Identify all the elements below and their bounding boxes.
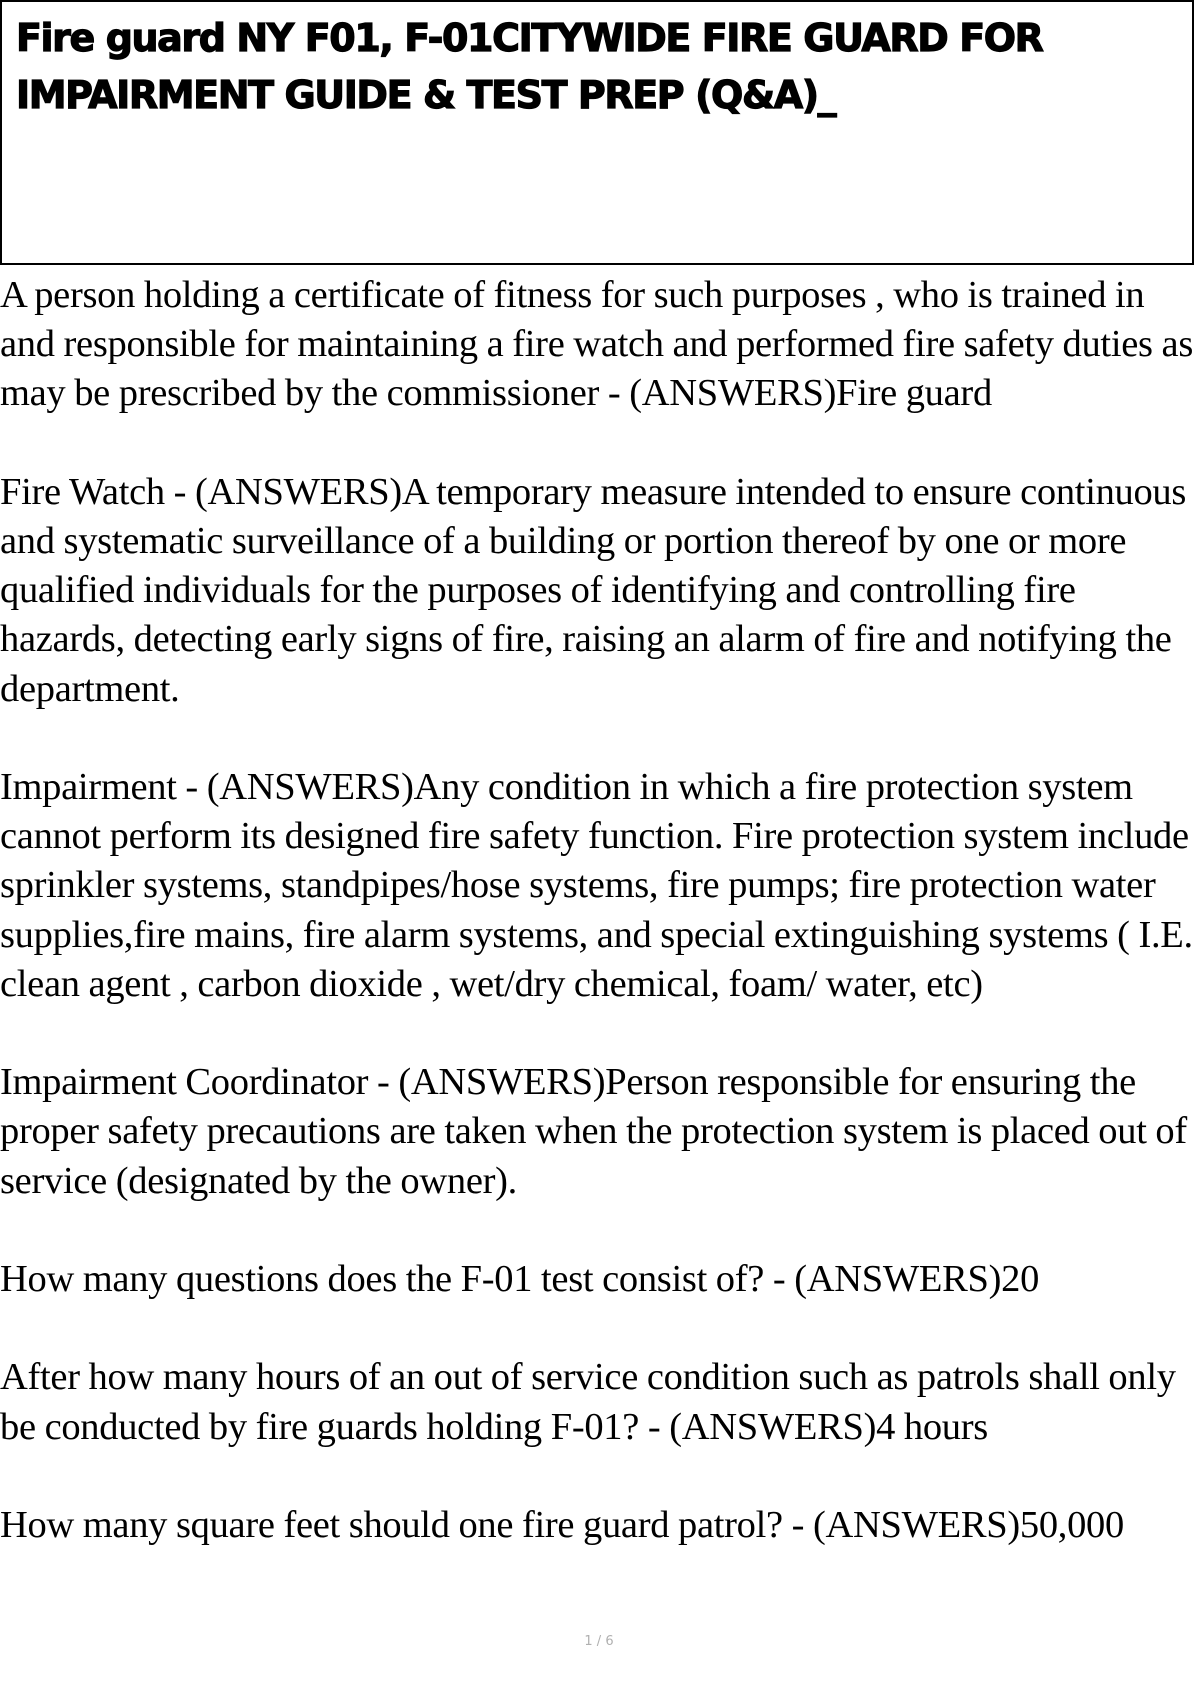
qa-entry-fire-watch: Fire Watch - (ANSWERS)A temporary measure intended to ensure continuous and systematic surveillance of a building or portion thereof by one or more qualified individuals for the purposes of identifying and controlling fire hazards, detecting early signs of fire, raising an alarm of fire and notifying the department. <box>0 470 1187 710</box>
qa-entry-impairment-coordinator: Impairment Coordinator - (ANSWERS)Person responsible for ensuring the proper safety precautions are taken when the protection system is placed out of service (designated by the owner). <box>0 1061 1187 1202</box>
page-number: 1 / 6 <box>584 1634 614 1649</box>
document-body <box>0 271 1198 1599</box>
qa-entry-out-of-service-hours: After how many hours of an out of service condition such as patrols shall only be conducted by fire guards holding F-01? - (ANSWERS)4 hours <box>0 1356 1176 1448</box>
document-title: Fire guard NY F01, F-01CITYWIDE FIRE GUARD FOR IMPAIRMENT GUIDE & TEST PREP (Q&A)_ <box>16 16 1043 117</box>
document-title-box <box>0 0 1194 265</box>
qa-entry-patrol-area: How many square feet should one fire guard patrol? - (ANSWERS)50,000 <box>0 1503 1124 1546</box>
qa-entry-impairment: Impairment - (ANSWERS)Any condition in which a fire protection system cannot perform its designed fire safety function. Fire protection system include sprinkler systems, standpipes/hose systems, fire pumps; fire protection water supplies,fire mains, fire alarm systems, and special extinguishing systems ( I.E. clean agent , carbon dioxide , wet/dry chemical, foam/ water, etc) <box>0 766 1193 1005</box>
qa-entry-fire-guard: A person holding a certificate of fitness for such purposes , who is trained in and responsible for maintaining a fire watch and performed fire safety duties as may be prescribed by the commissioner - (ANSWERS)Fire guard <box>0 274 1193 415</box>
qa-entry-test-questions: How many questions does the F-01 test consist of? - (ANSWERS)20 <box>0 1258 1040 1300</box>
